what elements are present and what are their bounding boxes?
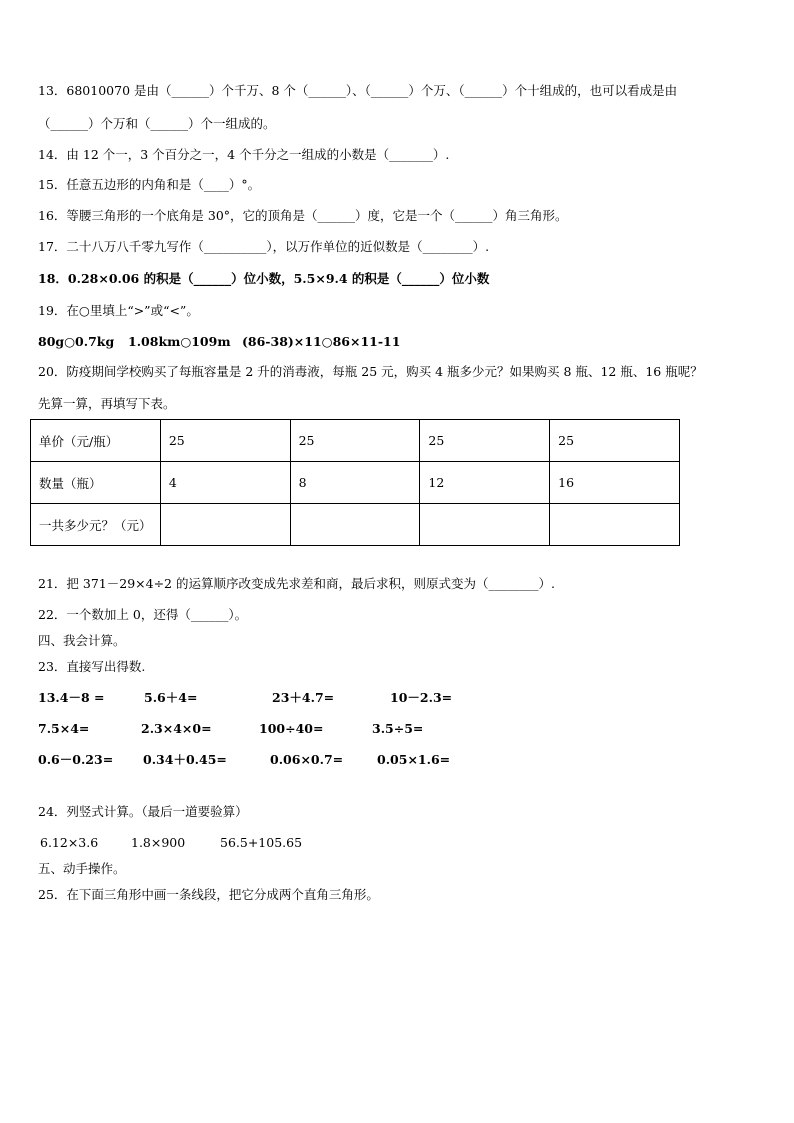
- calc-item: 0.6－0.23=: [38, 752, 114, 767]
- q20-line2: 先算一算，再填写下表。: [38, 396, 176, 411]
- calc-item: 100÷40=: [259, 721, 324, 736]
- table-cell-answer[interactable]: [420, 504, 550, 546]
- table-row: [31, 504, 680, 546]
- q15: 15．任意五边形的内角和是（____）°。: [38, 177, 261, 192]
- price-table: [30, 419, 680, 546]
- calc-item: 0.05×1.6=: [377, 752, 451, 767]
- table-cell-answer[interactable]: [550, 504, 680, 546]
- calc-item: 7.5×4=: [38, 721, 90, 736]
- q14: 14．由 12 个一，3 个百分之一，4 个千分之一组成的小数是（_______）.: [38, 147, 450, 162]
- calc-item: 2.3×4×0=: [141, 721, 212, 736]
- table-cell: 16: [550, 462, 680, 504]
- vertical-calc-item: 1.8×900: [131, 835, 186, 850]
- calc-item: 0.06×0.7=: [270, 752, 344, 767]
- table-cell: 一共多少元？（元）: [31, 504, 161, 546]
- q19-item-3: (86-38)×11○86×11-11: [242, 334, 401, 349]
- q19-item-1: 80g○0.7kg: [38, 334, 115, 349]
- calc-item: 3.5÷5=: [372, 721, 424, 736]
- calc-item: 10－2.3=: [390, 690, 453, 705]
- q16: 16．等腰三角形的一个底角是 30°，它的顶角是（______）度，它是一个（______）角三角形。: [38, 208, 568, 223]
- table-cell-answer[interactable]: [160, 504, 290, 546]
- q25: 25．在下面三角形中画一条线段，把它分成两个直角三角形。: [38, 887, 379, 902]
- section-4-heading: 四、我会计算。: [38, 633, 126, 648]
- q22: 22．一个数加上 0，还得（______）。: [38, 607, 248, 622]
- q18: 18．0.28×0.06 的积是（______）位小数，5.5×9.4 的积是（______）位小数: [38, 271, 490, 286]
- vertical-calc-item: 56.5+105.65: [220, 835, 303, 850]
- table-cell: 25: [420, 420, 550, 462]
- q21: 21．把 371－29×4÷2 的运算顺序改变成先求差和商，最后求积，则原式变为（________）.: [38, 576, 555, 591]
- q19-prompt: 19．在○里填上“>”或“<”。: [38, 303, 199, 318]
- table-cell: 25: [160, 420, 290, 462]
- q23-prompt: 23．直接写出得数.: [38, 659, 146, 674]
- q13-line1: 13．68010070 是由（______）个千万、8 个（______）、（______）个万、（______）个十组成的，也可以看成是由: [38, 83, 678, 98]
- table-cell: 8: [290, 462, 420, 504]
- table-cell-answer[interactable]: [290, 504, 420, 546]
- table-cell: 单价（元/瓶）: [31, 420, 161, 462]
- table-cell: 25: [290, 420, 420, 462]
- q13-line2: （______）个万和（______）个一组成的。: [38, 116, 276, 131]
- table-cell: 12: [420, 462, 550, 504]
- vertical-calc-item: 6.12×3.6: [40, 835, 99, 850]
- calc-item: 0.34＋0.45=: [143, 752, 227, 767]
- calc-item: 23＋4.7=: [272, 690, 335, 705]
- table-cell: 数量（瓶）: [31, 462, 161, 504]
- table-row: [31, 420, 680, 462]
- table-cell: 4: [160, 462, 290, 504]
- q19-item-2: 1.08km○109m: [128, 334, 231, 349]
- calc-item: 5.6＋4=: [144, 690, 198, 705]
- q17: 17．二十八万八千零九写作（__________），以万作单位的近似数是（________）.: [38, 239, 490, 254]
- table-row: [31, 462, 680, 504]
- section-5-heading: 五、动手操作。: [38, 861, 126, 876]
- q20-line1: 20．防疫期间学校购买了每瓶容量是 2 升的消毒液，每瓶 25 元，购买 4 瓶多少元？如果购买 8 瓶、12 瓶、16 瓶呢？: [38, 364, 703, 379]
- table-cell: 25: [550, 420, 680, 462]
- q24-prompt: 24．列竖式计算。（最后一道要验算）: [38, 804, 248, 819]
- calc-item: 13.4－8 =: [38, 690, 105, 705]
